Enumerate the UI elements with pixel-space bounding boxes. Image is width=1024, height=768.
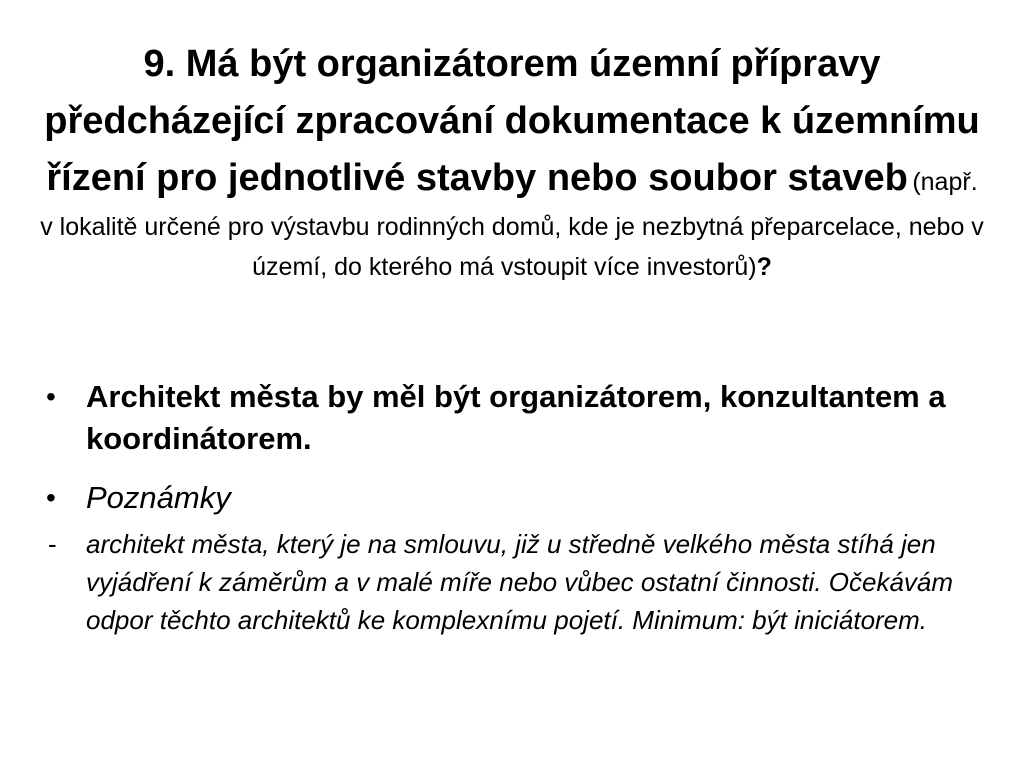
- bullet-text: Poznámky: [86, 480, 231, 515]
- dash-marker: -: [48, 529, 57, 559]
- bullet-item-architect-role: [40, 376, 984, 460]
- bullet-list: [40, 376, 984, 639]
- title-note-text: (např. v lokalitě určené pro výstavbu rodinných domů, kde je nezbytná přeparcelace, nebo v území, do kterého má vstoupit více investorů): [40, 168, 984, 281]
- title-question-mark: ?: [756, 253, 772, 281]
- title-bold-text: 9. Má být organizátorem územní přípravy předcházející zpracování dokumentace k územnímu řízení pro jednotlivé stavby nebo soubor staveb: [44, 43, 980, 199]
- bullet-marker: •: [46, 381, 56, 412]
- bullet-marker: •: [46, 482, 56, 513]
- slide-title: [40, 36, 984, 287]
- bullet-item-notes-heading: [40, 477, 984, 519]
- bullet-text: architekt města, který je na smlouvu, již u středně velkého města stíhá jen vyjádření k záměrům a v malé míře nebo vůbec ostatní činnosti. Očekávám odpor těchto architektů ke komplexnímu pojetí. Minimum: být iniciátorem.: [86, 529, 954, 635]
- bullet-item-note-detail: [40, 525, 984, 639]
- bullet-text: Architekt města by měl být organizátorem, konzultantem a koordinátorem.: [86, 379, 946, 456]
